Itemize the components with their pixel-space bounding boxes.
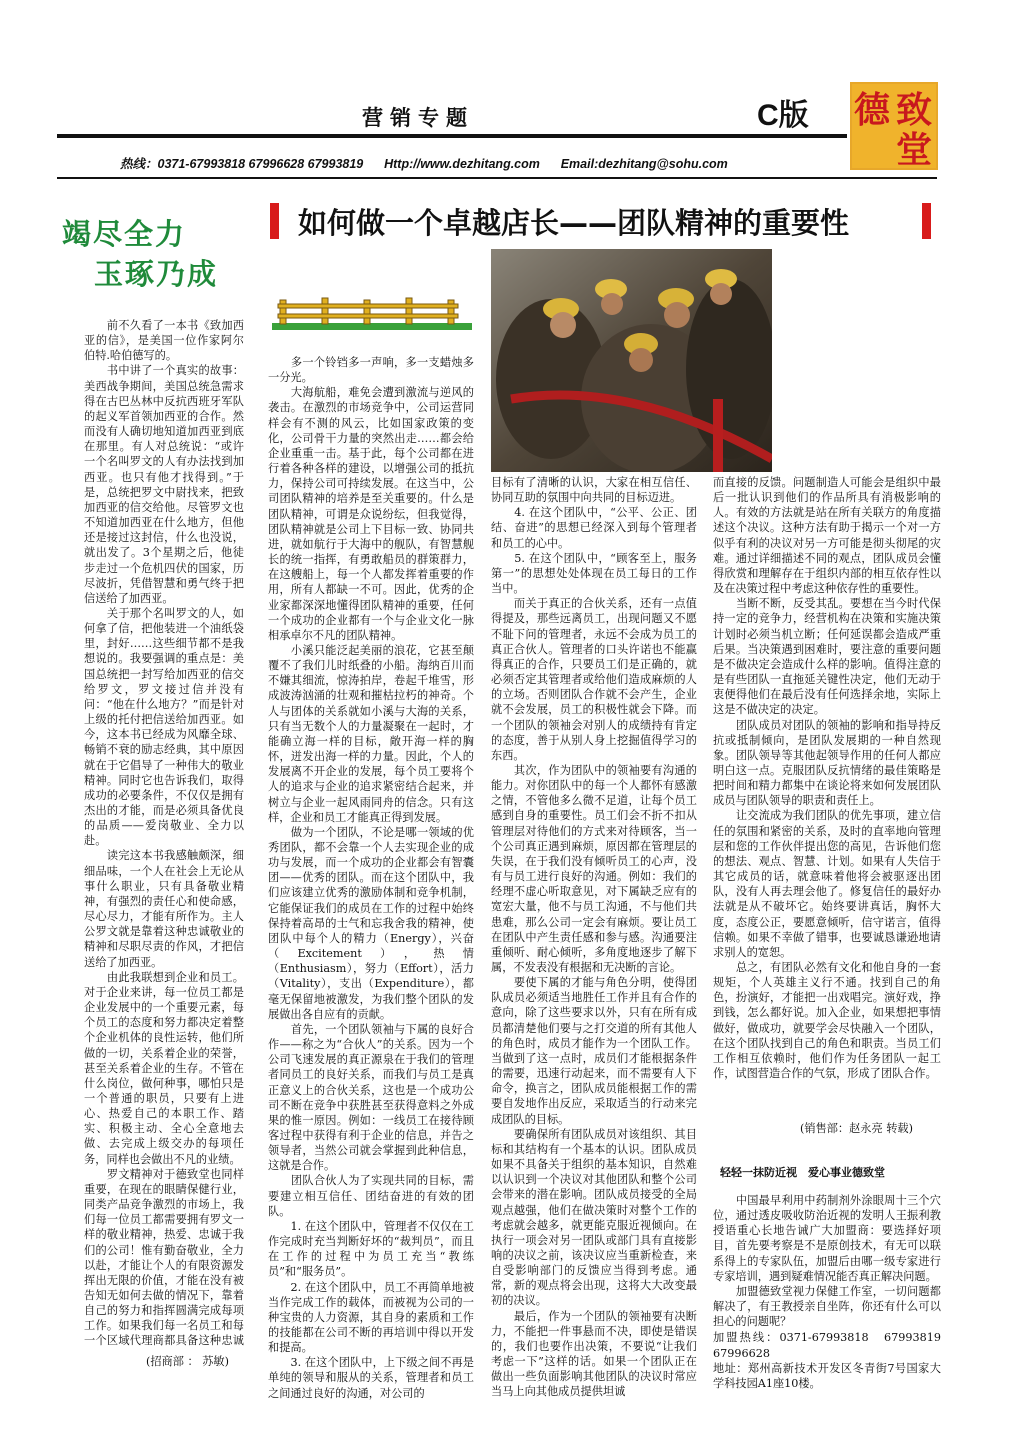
sidebar-article-body [84,318,244,1348]
svg-text:堂: 堂 [895,129,933,170]
logo-seal-icon [850,82,938,170]
workers-pulling-rope-image [491,249,772,472]
logo [850,82,938,170]
ad-address: 地址：郑州高新技术开发区冬青街7号国家大学科技园A1座10楼。 [713,1361,941,1390]
team-photo [491,249,772,472]
main-article-signature: (销售部：赵永亮 转载) [800,1122,913,1135]
title-left-bar [270,203,279,239]
title-right-bar [922,203,931,239]
main-article-col-3 [713,475,941,1125]
sidebar-title-2: 玉琢乃成 [94,257,219,291]
main-article-col-2 [491,475,697,1400]
fence-decoration [272,294,472,330]
header-rule [57,134,847,138]
ad-body [713,1193,941,1403]
svg-text:致: 致 [895,89,933,131]
sidebar-signature: (招商部 ： 苏敏) [146,1355,229,1368]
main-article-col-3-text: 而直接的反馈。问题制造人可能会是组织中最后一批认识到他们的作品所具有消极影响的人。有效的方法就是站在所有关联方的角度描述这个决议。这种方法有助于揭示一个对一方似乎有利的决议对另一方可能是彻头彻尾的灾难。通过详细描述不同的观点，团队成员会懂得欣赏和理解存在于组织内部的相互依存性以及在决策过程中考虑这种依存性的重要性。 当断不断，反受其乱。要想在当今时代保持一定的竞争力，经营机构在决策和实施决策计划时必须当机立断；任何延误都会造成严重后果。当决策遇到困难时，要注意的重要问题是不做决定会造成什么样的影响。值得注意的是有些团队一直拖延关键性决定，他们无动于衷便得他们在最后没有任何选择余地，实际上这是不做决定的决定。 团队成员对团队的领袖的影响和指导持反抗或抵制倾向，是团队发展期的一种自然现象。团队领导等其他起领导作用的任何人都应明白这一点。克服团队反抗情绪的最佳策略是把时间和精力都集中在谈论将来如何发展团队成员与团队领导的职责和责任上。 让交流成为我们团队的优先事项，建立信任的氛围和紧密的关系，及时的直率地向管理层和您的工作伙伴提出您的高见，告诉他们您的想法、观点、智慧、计划。如果有人失信于其它成员的话，就意味着他将会被驱逐出团队，没有人再去理会他了。修复信任的最好办法就是从不破坏它。始终要讲真话，胸怀大度，态度公正，要愿意倾听，信守诺言，值得信赖。如果不幸做了错事，也要诚恳谦逊地请求别人的宽恕。 总之，有团队必然有文化和他自身的一套规矩，个人英雄主义行不通。找到自己的角色，扮演好，才能把一出戏唱完。演好戏，挣到钱，怎么都好说。加入企业，如果想把事情做好，做成功，就要学会尽快融入一个团队，在这个团队找到自己的角色和职责。当员工们工作相互依赖时，他们作为任务团队一起工作，试图营造合作的气氛，形成了团队合作。 [713,476,941,1081]
main-article-col-1-text: 多一个铃铛多一声响，多一支蜡烛多一分光。 大海航船，难免会遭到激流与逆风的袭击。在激烈的市场竞争中，公司运营同样会有不测的风云，比如国家政策的变化，公司骨干力量的突然出走……都会给企业重重一击。基于此，每个公司都在进行着各种各样的建设，以增强公司的抵抗力，保持公司可持续发展。在这当中，公司团队精神的培养是至关重要的。什么是团队精神，可谓是众说纷纭，但我觉得，团队精神就是公司上下目标一致、协同共进，就如航行于大海中的舰队，有智慧舰长的统一指挥，有勇敢船员的群策群力，在这艘船上，每一个人都发挥着重要的作用，所有人都缺一不可。因此，优秀的企业家都深深地懂得团队精神的重要，任何一个成功的企业都有一个与企业文化一脉相承卓尔不凡的团队精神。 小溪只能泛起美丽的浪花，它甚至颠覆不了我们儿时纸叠的小船。海纳百川而不嫌其细流，惊涛拍岸，卷起千堆雪，形成波涛汹涌的壮观和摧枯拉朽的神奇。个人与团体的关系就如小溪与大海的关系，只有当无数个人的力量凝聚在一起时，才能确立海一样的目标，敞开海一样的胸怀，迸发出海一样的力量。因此，个人的发展离不开企业的发展，每个员工要将个人的追求与企业的追求紧密结合起来，并树立与企业一起风雨同舟的信念。只有这样，企业和员工才能真正得到发展。 做为一个团队，不论是哪一领域的优秀团队，都不会靠一个人去实现企业的成功与发展，而一个成功的企业都会有智囊团——优秀的团队。而在这个团队中，我们应该建立优秀的激励体制和竞争机制，它能保证我们的成员在工作的过程中始终保持着高昂的士气和忘我舍我的精神，使团队中每个人的精力（Energy），兴奋（Excitement），热情（Enthusiasm），努力（Effort），活力（Vitality），支出（Expenditure），都毫无保留地被激发，为我们整个团队的发展做出各自应有的贡献。 首先，一个团队领袖与下属的良好合作——称之为“合伙人”的关系。因为一个公司飞速发展的真正源泉在于我们的管理者同员工的良好关系，而我们与员工是真正意义上的合伙关系，这也是一个成功公司不断在竞争中获胜甚至获得意料之外成果的惟一原因。例如：一线员工在接待顾客过程中获得有利于企业的信息，并告之领导者，当然公司就会掌握到此种信息，这就是合作。 团队合伙人为了实现共同的目标，需要建立相互信任、团结奋进的有效的团队。 1. 在这个团队中，管理者不仅仅在工作完成时充当判断好坏的“裁判员”，而且在工作的过程中为员工充当“教练员”和“服务员”。 2. 在这个团队中，员工不再简单地被当作完成工作的载体，而被视为公司的一种宝贵的人力资源，其自身的素质和工作的技能都在公司不断的再培训中得以开发和提高。 3. 在这个团队中，上下级之间不再是单纯的领导和服从的关系，管理者和员工之间通过良好的沟通，对公司的 [268,356,474,1400]
svg-text:德: 德 [853,89,891,131]
fence-icon [272,294,472,330]
section-title: 营销专题 [362,106,474,130]
main-article-col-1 [268,355,474,1400]
edition-label: C版 [757,99,809,132]
main-article-col-2-text: 目标有了清晰的认识，大家在相互信任、协同互助的氛围中向共同的目标迈进。 4. 在这个团队中，“公平、公正、团结、奋进”的思想已经深入到每个管理者和员工的心中。 5. 在这个团队中，“顾客至上，服务第一”的思想处处体现在员工每日的工作当中。 而关于真正的合伙关系，还有一点值得提及，那些远离员工，出现问题又不愿不耻下问的管理者，永远不会成为员工的真正合伙人。管理者的口头许诺也不能赢得真正的合作，只要员工们是正确的，就必须否定其管理者或给他们造成麻烦的人的立场。否则团队合作就不会产生，企业就不会发展，员工的积极性就会下降。而一个团队的领袖会对别人的成绩持有肯定的态度，善于从别人身上挖掘值得学习的东西。 其次，作为团队中的领袖要有沟通的能力。对你团队中的每一个人都怀有感激之情，不管他多么微不足道，让每个员工感到自身的重要性。员工们会不折不扣从管理层对待他们的方式来对待顾客，当一个公司真正遇到麻烦，原因都在管理层的失误，在于我们没有倾听员工的心声，没有与员工进行良好的沟通。例如：我们的经理不虚心听取意见，对下属缺乏应有的宽宏大量，他不与员工沟通，不与他们共患难，那么公司一定会有麻烦。要让员工在团队中产生责任感和参与感。沟通要注重倾听、耐心倾听，多角度地逐步了解下属，不发表没有根据和无决断的言论。 要使下属的才能与角色分明，使得团队成员必须适当地胜任工作并且有合作的意向，除了这些要求以外，只有在所有成员都清楚他们要与之打交道的所有其他人的角色时，成员才能作为一个团队工作。当做到了这一点时，成员们才能根据条件的需要，迅速行动起来，而不需要有人下命令，换言之，团队成员能根据工作的需要自发地作出反应，采取适当的行动来完成团队的目标。 要确保所有团队成员对该组织、其目标和其结构有一个基本的认识。团队成员如果不具备关于组织的基本知识，自然难以认识到一个决议对其他团队和整个公司会带来的潜在影响。团队成员接受的全局观点越强，他们在做决策时对整个工作的考虑就会越多，就更能克服近视倾向。在执行一项会对另一团队或部门具有直接影响的决议之前，该决议应当重新检查，来自受影响部门的反馈应当得到考虑。通常，新的观点将会出现，这将大大改变最初的决议。 最后，作为一个团队的领袖要有决断力，不能把一件事悬而不决，即使是错误的，我们也要作出决策，不要说“让我们考虑一下”这样的话。如果一个团队正在做出一些负面影响其他团队的决议时常应当马上向其他成员提供坦诚 [491,476,697,1399]
contact-rule [57,177,937,179]
ad-phone: 加盟热线：0371-67993818 67993819 67996628 [713,1331,941,1360]
ad-title: 轻轻一抹防近视 爱心事业德致堂 [720,1166,885,1179]
contact-line: 热线：0371-67993818 67996628 67993819 Http://www.dezhitang.com Email:dezhitang@sohu.com [120,157,728,171]
ad-body-text: 中国最早利用中药制剂外涂眼周十三个穴位，通过透皮吸收防治近视的发明人王振利教授语重心长地告诫广大加盟商：要选择好项目，首先要考察是不是原创技术，有无可以联系得上的专家队伍，加盟后由哪一级专家进行专家培训，遇到疑难情况能否真正解决问题。 加盟德致堂视力保健工作室，一切问题都解决了，有王教授亲自坐阵，你还有什么可以担心的问题呢？ [713,1194,941,1329]
main-article-title: 如何做一个卓越店长——团队精神的重要性 [298,206,850,240]
sidebar-title-1: 竭尽全力 [62,217,187,251]
sidebar-article-text: 前不久看了一本书《致加西亚的信》，是美国一位作家阿尔伯特.哈伯德写的。 书中讲了一个真实的故事：美西战争期间，美国总统急需求得在古巴丛林中反抗西班牙军队的起义军首领加西亚的合作。然而没有人确切地知道加西亚到底在那里。有人对总统说：“或许一个名叫罗文的人有办法找到加西亚。也只有他才找得到。”于是，总统把罗文中尉找来，把致加西亚的信交给他。尽管罗文也不知道加西亚在什么地方，但他还是接过这封信，什么也没说，就出发了。3个星期之后，他徒步走过一个危机四伏的国家，历尽波折，凭借智慧和勇气终于把信送给了加西亚。 关于那个名叫罗文的人，如何拿了信，把他装进一个油纸袋里，封好……这些细节都不是我想说的。我要强调的重点是：美国总统把一封写给加西亚的信交给罗文，罗文接过信并没有问：“他在什么地方？”而是针对上级的托付把信送给加西亚。如今，这本书已经成为风靡全球、畅销不衰的励志经典，其中原因就在于它倡导了一种伟大的敬业精神。同时它也告诉我们，取得成功的必要条件，不仅仅是拥有杰出的才能，而是必须具备优良的品质——爱岗敬业、全力以赴。 读完这本书我感触颇深，细细品味，一个人在社会上无论从事什么职业，只有具备敬业精神，有强烈的责任心和使命感，尽心尽力，才能有所作为。主人公罗文就是靠着这种忠诚敬业的精神和尽职尽责的作风，才把信送给了加西亚。 由此我联想到企业和员工。对于企业来讲，每一位员工都是企业发展中的一个重要元素，每个员工的态度和努力都决定着整个企业机体的良性运转，他们所做的一切，关系着企业的荣誉，甚至关系着企业的生存。不管在什么岗位，做何种事，哪怕只是一个普通的职员，只要有上进心、热爱自己的本职工作、踏实、积极主动、全心全意地去做、去完成上级交办的每项任务，同样也会做出不凡的业绩。 罗文精神对于德致堂也同样重要，在现在的眼睛保健行业，同类产品竞争激烈的市场上，我们每一位员工都需要拥有罗文一样的敬业精神，热爱、忠诚于我们的公司！惟有勤奋敬业，全力以赴，才能让个人的有限资源发挥出无限的价值，才能在没有被告知无如何去做的情况下，靠着自己的努力和指挥圆满完成每项工作。如果我们每一名员工和每一个区域代理商都具备这种忠诚 [84,319,244,1348]
